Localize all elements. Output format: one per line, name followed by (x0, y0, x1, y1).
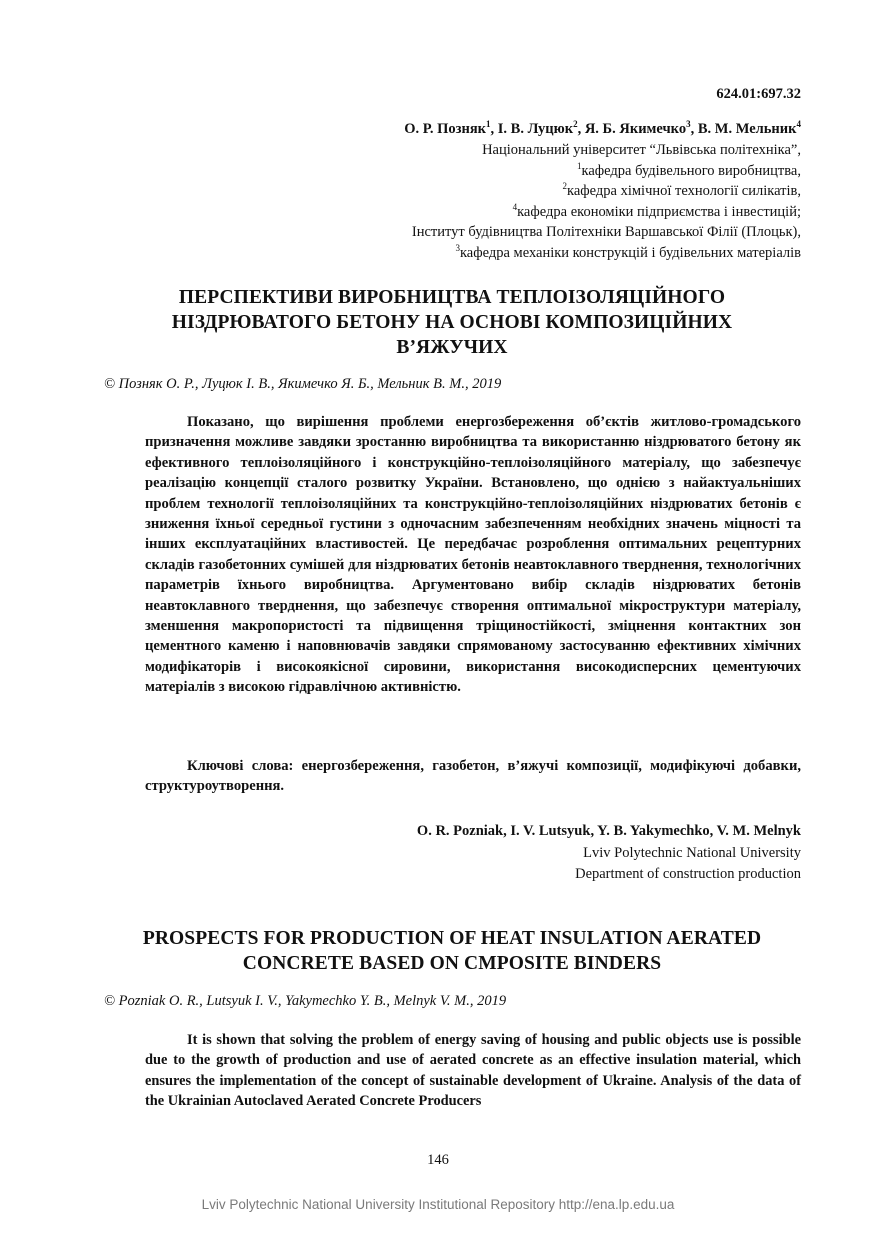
paper-title-ukrainian (100, 285, 804, 360)
affil-text: кафедра механіки конструкцій і будівельних матеріалів (459, 244, 801, 261)
page-number: 146 (427, 1152, 449, 1168)
paper-title-english (100, 926, 804, 976)
author-name: , І. В. Луцюк (490, 121, 574, 137)
author-affil-mark: 2 (573, 119, 578, 130)
author-affil-mark: 1 (486, 119, 491, 130)
abstract-part: Аргументовано вибір (394, 577, 568, 594)
affil-mark: 4 (512, 201, 518, 212)
abstract-part: Показано, що вирішення проблеми енергозбереження об’єктів житлово-громадського призначення можливе завдяки зростанню виробництва та використанню ніздрюватого бетону як ефективного теплоізоляційного і конструкційно-теплоізоляційного матеріалу, що забезпечує реалізацію концепції сталого розвитку України. (145, 414, 801, 492)
abstract-part: Встановлено, що однією з найактуальніших проблем технології теплоізоляційних та конструкційно-теплоізоляційних ніздрюватих бетонів є зниження їхньої середньої густини з одночасним забезпеченням необхідних значень міцності та інших експлуатаційних властивостей. Це передбачає розроблення оптимальних рецептурних складів газобетонних сумішей для ніздрюватих бетонів неавтоклавного тверднення, технологічних параметрів їхнього виробництва. (145, 475, 801, 594)
affiliation-dept1 (241, 161, 801, 182)
udc-code: 624.01:697.32 (716, 86, 801, 102)
abstract-english: It is shown that solving the problem of energy saving of housing and public objects use is possible due to the growth of production and use of aerated concrete as an effective insulation material, which ensures the implementation of the concept of sustainable development of Ukraine. Analysis of the data of the Ukrainian Autoclaved Aerated Concrete Producers (145, 1032, 801, 1110)
title-line: НІЗДРЮВАТОГО БЕТОНУ НА ОСНОВІ КОМПОЗИЦІЙНИХ (171, 312, 733, 333)
affiliation-university: Національний університет “Львівська політехніка”, (482, 142, 801, 158)
author-name: О. Р. Позняк (404, 121, 487, 137)
title-line: ПЕРСПЕКТИВИ ВИРОБНИЦТВА ТЕПЛОІЗОЛЯЦІЙНОГО (178, 287, 726, 308)
affil-mark: 1 (577, 160, 582, 171)
keywords-ukrainian: Ключові слова: енергозбереження, газобетон, в’яжучі композиції, модифікуючі добавки, структуроутворення. (145, 758, 801, 795)
author-affil-mark: 3 (686, 119, 691, 130)
repository-footer: Lviv Polytechnic National University Institutional Repository http://ena.lp.edu.ua (201, 1197, 675, 1212)
affiliations-ukrainian (241, 140, 801, 263)
title-line: CONCRETE BASED ON CMPOSITE BINDERS (242, 953, 662, 974)
authors-ukrainian (404, 121, 801, 138)
affiliation-department-en: Department of construction production (575, 865, 801, 882)
affiliation-dept3 (241, 243, 801, 264)
copyright-ukrainian: © Позняк О. Р., Луцюк І. В., Якимечко Я. Б., Мельник В. М., 2019 (104, 376, 502, 392)
author-affil-mark: 4 (796, 119, 801, 130)
affil-text: кафедра будівельного виробництва, (581, 162, 801, 179)
affil-text: кафедра хімічної технології силікатів, (567, 183, 801, 199)
affiliation-university-en: Lviv Polytechnic National University (583, 845, 801, 861)
author-name: , Я. Б. Якимечко (577, 121, 687, 137)
affiliation-dept2 (241, 181, 801, 202)
title-line: PROSPECTS FOR PRODUCTION OF HEAT INSULATION AERATED (142, 928, 762, 949)
title-line: В’ЯЖУЧИХ (396, 337, 508, 358)
affil-mark: 3 (455, 242, 460, 253)
abstract-part: складів ніздрюватих бетонів неавтоклавного тверднення, що забезпечує (145, 577, 801, 614)
affiliations-english (575, 843, 801, 884)
affil-mark: 2 (562, 181, 568, 192)
copyright-english: © Pozniak O. R., Lutsyuk I. V., Yakymechko Y. B., Melnyk V. M., 2019 (104, 993, 507, 1009)
authors-english: O. R. Pozniak, I. V. Lutsyuk, Y. B. Yakymechko, V. M. Melnyk (416, 823, 801, 839)
abstract-part: створення оптимальної мікроструктури матеріалу, зменшення макропористості та підвищення тріщиностійкості, зміцнення контактних зон цементного каменю і наповнювачів завдяки спрямованому застосуванню ефективних хімічних модифікаторів і високоякісної сировини, використання високодисперсних цементуючих матеріалів з високою гідравлічною активністю. (145, 597, 801, 696)
affiliation-dept4 (241, 202, 801, 223)
affil-text: кафедра економіки підприємства і інвестицій; (517, 203, 801, 220)
author-name: , В. М. Мельник (690, 121, 797, 137)
affiliation-institute: Інститут будівництва Політехніки Варшавської Філії (Плоцьк), (411, 224, 801, 240)
abstract-ukrainian (145, 412, 801, 698)
